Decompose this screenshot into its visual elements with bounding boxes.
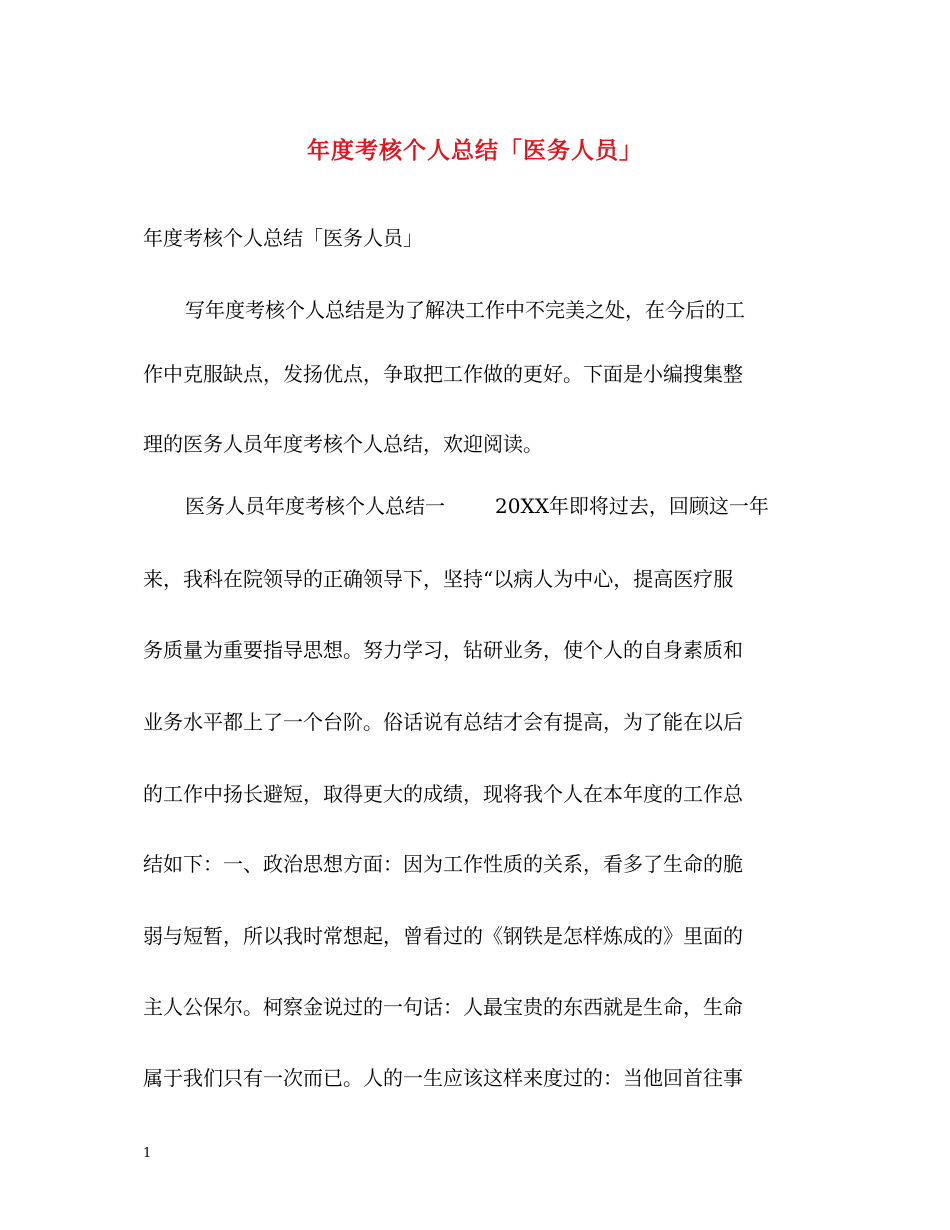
paragraph-line: 来，我科在院领导的正确领导下，坚持“以病人为中心，提高医疗服 [143,567,734,591]
document-title: 年度考核个人总结「医务人员」 [307,137,643,164]
paragraph-line: 业务水平都上了一个台阶。俗话说有总结才会有提高，为了能在以后 [143,710,743,734]
paragraph-line: 写年度考核个人总结是为了解决工作中不完美之处，在今后的工 [185,298,745,322]
paragraph-line: 结如下：一、政治思想方面：因为工作性质的关系，看多了生命的脆 [143,852,743,876]
paragraph-line: 属于我们只有一次而已。人的一生应该这样来度过的：当他回首往事 [143,1066,743,1090]
paragraph-line: 的工作中扬长避短，取得更大的成绩，现将我个人在本年度的工作总 [143,782,743,806]
paragraph-line [185,490,808,519]
paragraph-lead: 20XX年即将过去，回顾这一年 [495,494,769,518]
paragraph-line: 弱与短暂，所以我时常想起，曾看过的《钢铁是怎样炼成的》里面的 [143,924,743,948]
paragraph-line: 主人公保尔。柯察金说过的一句话：人最宝贵的东西就是生命，生命 [143,995,743,1019]
paragraph-line: 务质量为重要指导思想。努力学习，钻研业务，使个人的自身素质和 [143,638,743,662]
page-number: 1 [143,1146,152,1161]
paragraph-line: 作中克服缺点，发扬优点，争取把工作做的更好。下面是小编搜集整 [143,362,743,386]
paragraph-line: 理的医务人员年度考核个人总结，欢迎阅读。 [143,432,543,456]
document-subtitle: 年度考核个人总结「医务人员」 [143,226,423,250]
section-heading: 医务人员年度考核个人总结一 [185,494,445,518]
